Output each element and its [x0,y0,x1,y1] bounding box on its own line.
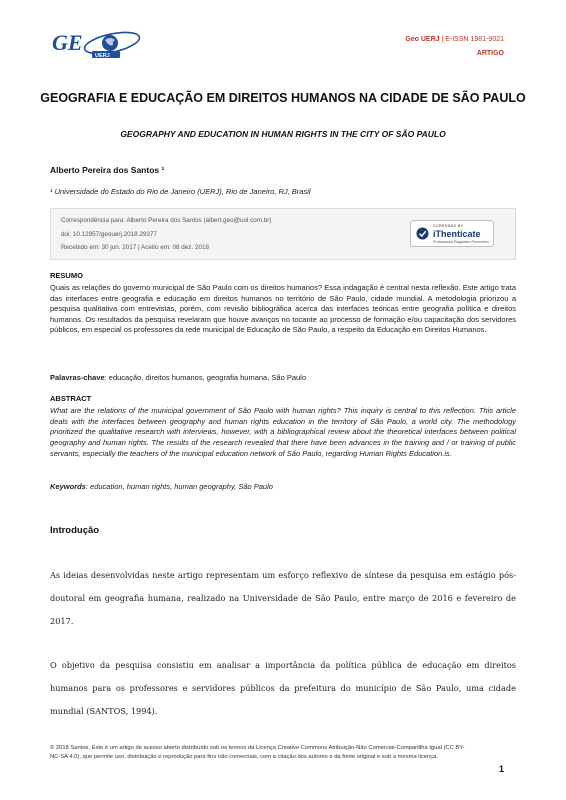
correspondence-line: Correspondência para: Alberto Pereira dos Santos (albert.geo@uol.com.br) [61,217,272,224]
journal-name: Geo UERJ [405,36,440,43]
article-subtitle: GEOGRAPHY AND EDUCATION IN HUMAN RIGHTS IN THE CITY OF SÃO PAULO [120,129,446,139]
article-info-box [50,208,516,260]
abstract-text: What are the relations of the municipal government of São Paulo with human rights? This inquiry is central to this reflection. This article deals with the interfaces between geography and human rights education in the territory of São Paulo, a world city. The methodology prioritized the qualitative research with interviews, however, with a bibliographical review about the theoretical interfaces between political geography and human rights. The results of the research revealed that there have been advances in the training and / or training of public servants, especially the teachers of the municipal education network of São Paulo, regarding Human Rights Education.is. [50,406,516,458]
introduction-heading: Introdução [50,525,100,536]
article-title: GEOGRAFIA E EDUCAÇÃO EM DIREITOS HUMANOS NA CIDADE DE SÃO PAULO [40,91,526,105]
svg-text:GE: GE [52,30,83,55]
ithenticate-badge[interactable] [410,220,494,247]
author-affiliation: ¹ Universidade do Estado do Rio de Janeiro (UERJ), Rio de Janeiro, RJ, Brasil [50,187,311,196]
keywords-pt: : educação, direitos humanos, geografia humana, São Paulo [104,373,307,382]
keywords-en [50,482,273,491]
license-footer: © 2018 Santos. Este é um artigo de acesso aberto distribuído sob os termos da Licença Creative Commons Atribuição-Não Comercial-Compartilha Igual (CC BY-NC-SA 4.0), que permite uso, distribuição e reprodução para fins não comerciais, com a citação dos autores e da fonte original e sob a mesma licença. [50,745,465,760]
intro-paragraph-1: As ideias desenvolvidas neste artigo representam um esforço reflexivo de síntese da pesquisa em estágio pós-doutoral em geografia humana, realizado na Universidade de São Paulo, entre março de 2016 e fevereiro de 2017. [50,570,516,626]
intro-paragraph-2: O objetivo da pesquisa consistiu em analisar a importância da política pública de educação em direitos humanos para os professores e servidores públicos da prefeitura do município de São Paulo, uma cidade mundial (SANTOS, 1994). [50,660,516,716]
badge-screened-label: SCREENED BY [433,224,464,228]
journal-logo [50,30,142,60]
article-type: ARTIGO [476,50,504,57]
badge-name: iThenticate [433,229,481,239]
logo-uerj-text: UERJ [95,53,110,59]
palavras-chave [50,373,306,382]
author-name: Alberto Pereira dos Santos ¹ [50,165,165,175]
checkmark-icon [416,227,429,240]
journal-issn [405,36,504,43]
resumo-heading: RESUMO [50,271,83,280]
keywords-en-values: : education, human rights, human geography, São Paulo [85,482,273,491]
resumo-text: Quais as relações do governo municipal de São Paulo com os direitos humanos? Essa indagação é central nesta reflexão. Este artigo trata das interfaces entre geografia e educação em direitos humanos no território de São Paulo, cidade mundial. A metodologia priorizou a pesquisa qualitativa com entrevistas, porém, com revisão bibliográfica acerca das interfaces teóricas entre geografia política e direitos humanos. Os resultados da pesquisa revelaram que houve avanços no tocante ao processo de formação e/ou capacitação dos servidores públicos, em especial os professores da rede municipal de Educação de São Paulo, a respeito da Educação em Direitos Humanos. [50,283,516,334]
badge-tagline: Professional Plagiarism Prevention [433,240,489,244]
issn-text: | E-ISSN 1981-9021 [439,36,504,43]
dates-line: Recebido em: 30 jun. 2017 | Aceito em: 08 dez. 2018 [61,244,209,251]
geo-uerj-logo-icon [50,30,142,60]
doi-line[interactable]: doi: 10.12957/geouerj.2018.29377 [61,231,157,238]
keywords-label-pt: Palavras-chave [50,373,105,382]
page-number: 1 [498,764,504,774]
abstract-heading: ABSTRACT [50,394,92,403]
keywords-label-en: Keywords [50,482,86,491]
